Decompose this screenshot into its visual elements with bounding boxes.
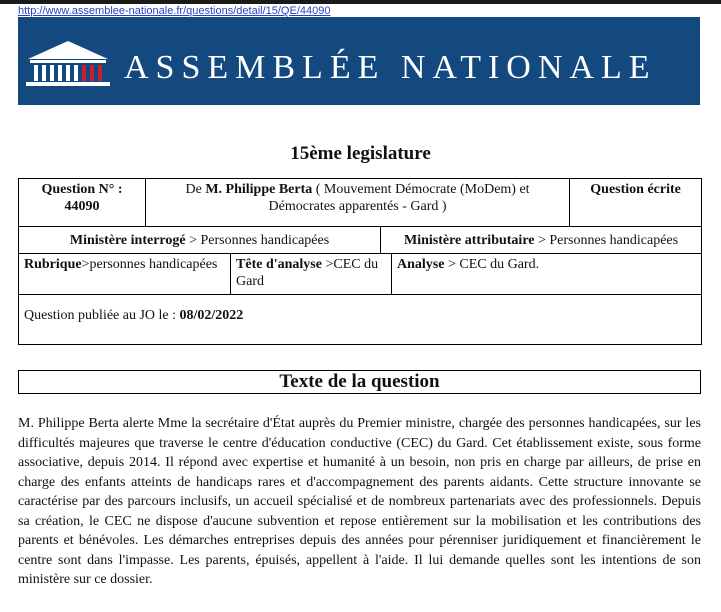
author-prefix: De <box>185 182 202 197</box>
legislature-heading: 15ème legislature <box>290 143 431 164</box>
question-number-label: Question N° : <box>41 182 123 197</box>
rubrique-value: >personnes handicapées <box>81 257 218 272</box>
ministere-interroge-value: > Personnes handicapées <box>189 232 330 248</box>
ministere-interroge-label: Ministère interrogé <box>69 232 186 248</box>
assemblee-building-logo-icon <box>20 37 116 91</box>
published-date: 08/02/2022 <box>179 308 244 323</box>
analyse-label: Analyse <box>397 257 445 272</box>
tete-analyse-label: Tête d'analyse <box>236 257 322 272</box>
ministere-attributaire-cell <box>381 227 702 254</box>
ministere-interroge-cell <box>19 227 381 254</box>
tete-analyse-cell <box>231 254 392 295</box>
analyse-value: > CEC du Gard. <box>447 257 540 272</box>
banner <box>18 17 700 105</box>
tete-analyse-value: >CEC du Gard <box>236 257 379 289</box>
rubrique-label: Rubrique <box>24 257 82 272</box>
question-type: Question écrite <box>570 179 702 227</box>
rubrique-cell <box>19 254 231 295</box>
published-label: Question publiée au JO le : <box>24 308 177 323</box>
page-url-link[interactable]: http://www.assemblee-nationale.fr/questions/detail/15/QE/44090 <box>18 5 331 17</box>
site-title: ASSEMBLÉE NATIONALE <box>124 49 657 86</box>
author-name: M. Philippe Berta <box>205 182 313 197</box>
question-text: M. Philippe Berta alerte Mme la secrétaire d'État auprès du Premier ministre, chargée des personnes handicapées, sur les difficultés majeures que traverse le centre d'éducation conductive (CEC) du Gard. Cet établissement existe, sous forme associative, depuis 2014. Il répond avec expertise et humanité à un besoin, non pris en charge par ailleurs, de prise en charge des enfants atteints de handicaps rares et d'accompagnement des parents aidants. Cette structure innovante se caractérise par des parcours inclusifs, un accueil spécialisé et de nombreux partenariats avec des professionnels. Depuis sa création, le CEC ne dispose d'aucune subvention et repose entièrement sur la mobilisation et les contributions des parents et bénévoles. Les démarches entreprises depuis des années pour pérenniser juridiquement et financièrement le centre sont dans l'impasse. Les parents, épuisés, appellent à l'aide. Il lui demande quelles sont les intentions de son ministère sur ce dossier. <box>18 416 701 587</box>
analyse-cell <box>392 254 702 295</box>
author-group: ( Mouvement Démocrate (MoDem) et Démocrates apparentés - Gard ) <box>268 182 530 214</box>
question-number-cell <box>19 179 146 227</box>
ministere-attributaire-label: Ministère attributaire <box>403 232 535 248</box>
question-text-heading: Texte de la question <box>18 370 701 394</box>
question-number: 44090 <box>64 199 100 214</box>
question-author-cell <box>146 179 570 227</box>
publication-cell <box>19 295 702 345</box>
ministere-attributaire-value: > Personnes handicapées <box>538 232 679 248</box>
question-info-table <box>18 178 702 345</box>
